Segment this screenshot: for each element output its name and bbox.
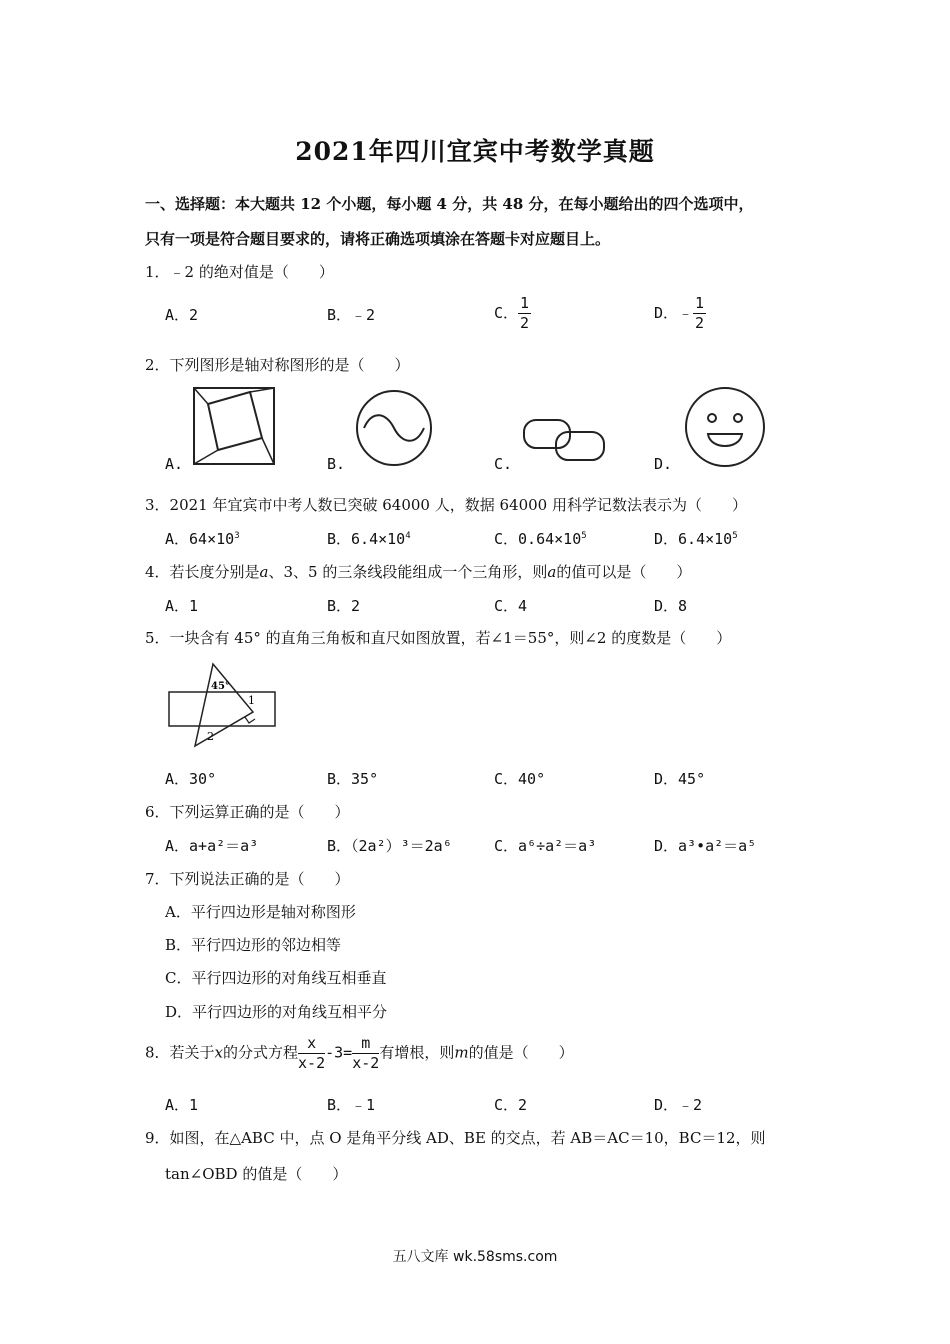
q5-option-d: D．45° [654,770,706,788]
q3-a-base: A．64×10 [165,530,235,548]
q9-line1: 9．如图，在△ABC 中，点 O 是角平分线 AD、BE 的交点，若 AB＝AC＝10，BC＝12，则 [145,1129,766,1147]
q4-option-d: D．8 [654,597,688,615]
q3-option-d [654,528,738,549]
q4-stem-mid: 、3、5 的三条线段能组成一个三角形，则 [268,563,548,581]
q6-stem: 6．下列运算正确的是（ ） [145,803,350,821]
q4-stem-post: 的值可以是（ ） [556,563,692,581]
q8-stem-mid: 的分式方程 [223,1043,299,1062]
q1-d-prefix: D．﹣ [654,304,694,322]
q2-option-c: C. [494,455,513,473]
q3-b-exp: 4 [405,531,411,541]
q7-option-b: B．平行四边形的邻边相等 [165,936,342,954]
q4-stem [145,561,691,582]
section-heading-line1: 一、选择题：本大题共 12 个小题，每小题 4 分，共 48 分，在每小题给出的四个选项中， [145,195,754,213]
q6-option-b: B．（2a²）³＝2a⁶ [327,837,452,855]
q1-option-c [494,296,531,331]
q1-d-fraction [693,296,706,331]
q4-stem-pre: 4．若长度分别是 [145,563,260,581]
q5-option-c: C．40° [494,770,546,788]
q7-option-d: D．平行四边形的对角线互相平分 [165,1003,388,1021]
q5-fig-label-1: 1 [248,694,255,707]
q2-figure-c-chain [520,414,610,466]
q2-option-d: D. [654,455,673,473]
q8-fraction-1 [298,1036,325,1071]
q1-c-num: 1 [520,294,530,312]
q8-fraction-2 [352,1036,379,1071]
page-title: 2021年四川宜宾中考数学真题 [295,137,655,166]
q8-var-m: m [454,1043,469,1062]
q8-stem [145,1036,574,1071]
q5-fig-label-2: 2 [207,730,214,743]
q1-c-den: 2 [520,314,530,332]
q1-d-den: 2 [695,314,705,332]
q4-option-b: B．2 [327,597,361,615]
q5-stem: 5．一块含有 45° 的直角三角板和直尺如图放置，若∠1＝55°，则∠2 的度数是（ ） [145,629,732,647]
section-heading-line2: 只有一项是符合题目要求的，请将正确选项填涂在答题卡对应题目上。 [145,230,611,248]
q3-stem: 3．2021 年宜宾市中考人数已突破 64000 人，数据 64000 用科学记数法表示为（ ） [145,496,747,514]
q8-f1-den: x-2 [298,1054,326,1072]
q1-stem: 1．﹣2 的绝对值是（ ） [145,263,334,281]
q2-stem: 2．下列图形是轴对称图形的是（ ） [145,356,410,374]
q3-d-base: D．6.4×10 [654,530,733,548]
q4-option-c: C．4 [494,597,528,615]
q6-option-d: D．a³•a²＝a⁵ [654,837,757,855]
q1-option-d [654,296,706,331]
q3-a-exp: 3 [234,531,240,541]
q8-option-b: B．﹣1 [327,1096,376,1114]
q2-figure-b-yinyang [354,388,434,468]
q4-var-a: a [259,563,269,581]
q2-figure-d-smiley [682,384,768,470]
q7-stem: 7．下列说法正确的是（ ） [145,870,350,888]
footer-watermark: 五八文库 wk.58sms.com [392,1249,558,1265]
q3-option-b [327,528,411,549]
q5-figure-triangle-ruler [165,660,281,750]
q3-b-base: B．6.4×10 [327,530,406,548]
q8-f2-den: x-2 [352,1054,380,1072]
q1-c-prefix: C． [494,304,519,322]
q1-option-b: B．﹣2 [327,306,376,324]
q8-option-c: C．2 [494,1096,528,1114]
q1-c-fraction [518,296,531,331]
q3-option-c [494,528,587,549]
q1-d-num: 1 [695,294,705,312]
q7-option-a: A．平行四边形是轴对称图形 [165,903,356,921]
q5-option-b: B．35° [327,770,379,788]
q2-option-b: B. [327,455,346,473]
q8-f1-num: x [298,1036,325,1054]
q8-f2-num: m [352,1036,379,1054]
q5-fig-label-45: 45° [211,681,230,692]
q4-option-a: A．1 [165,597,199,615]
q4-var-a2: a [547,563,557,581]
q8-option-a: A．1 [165,1096,199,1114]
q7-option-c: C．平行四边形的对角线互相垂直 [165,969,387,987]
q3-option-a [165,528,240,549]
q8-stem-post1: 有增根，则 [379,1043,455,1062]
q6-option-c: C．a⁶÷a²＝a³ [494,837,597,855]
q2-figure-a-squares [190,384,280,466]
q1-option-a: A．2 [165,306,199,324]
q8-stem-post2: 的值是（ ） [468,1043,574,1062]
q3-c-base: C．0.64×10 [494,530,582,548]
q9-line2: tan∠OBD 的值是（ ） [165,1165,348,1183]
q2-option-a: A. [165,455,184,473]
q8-option-d: D．﹣2 [654,1096,703,1114]
q8-var-x: x [214,1043,224,1062]
q8-stem-pre: 8．若关于 [145,1043,215,1062]
q8-minus3: -3= [325,1043,353,1062]
q3-d-exp: 5 [732,531,738,541]
q6-option-a: A．a+a²＝a³ [165,837,259,855]
q5-option-a: A．30° [165,770,217,788]
q3-c-exp: 5 [581,531,587,541]
